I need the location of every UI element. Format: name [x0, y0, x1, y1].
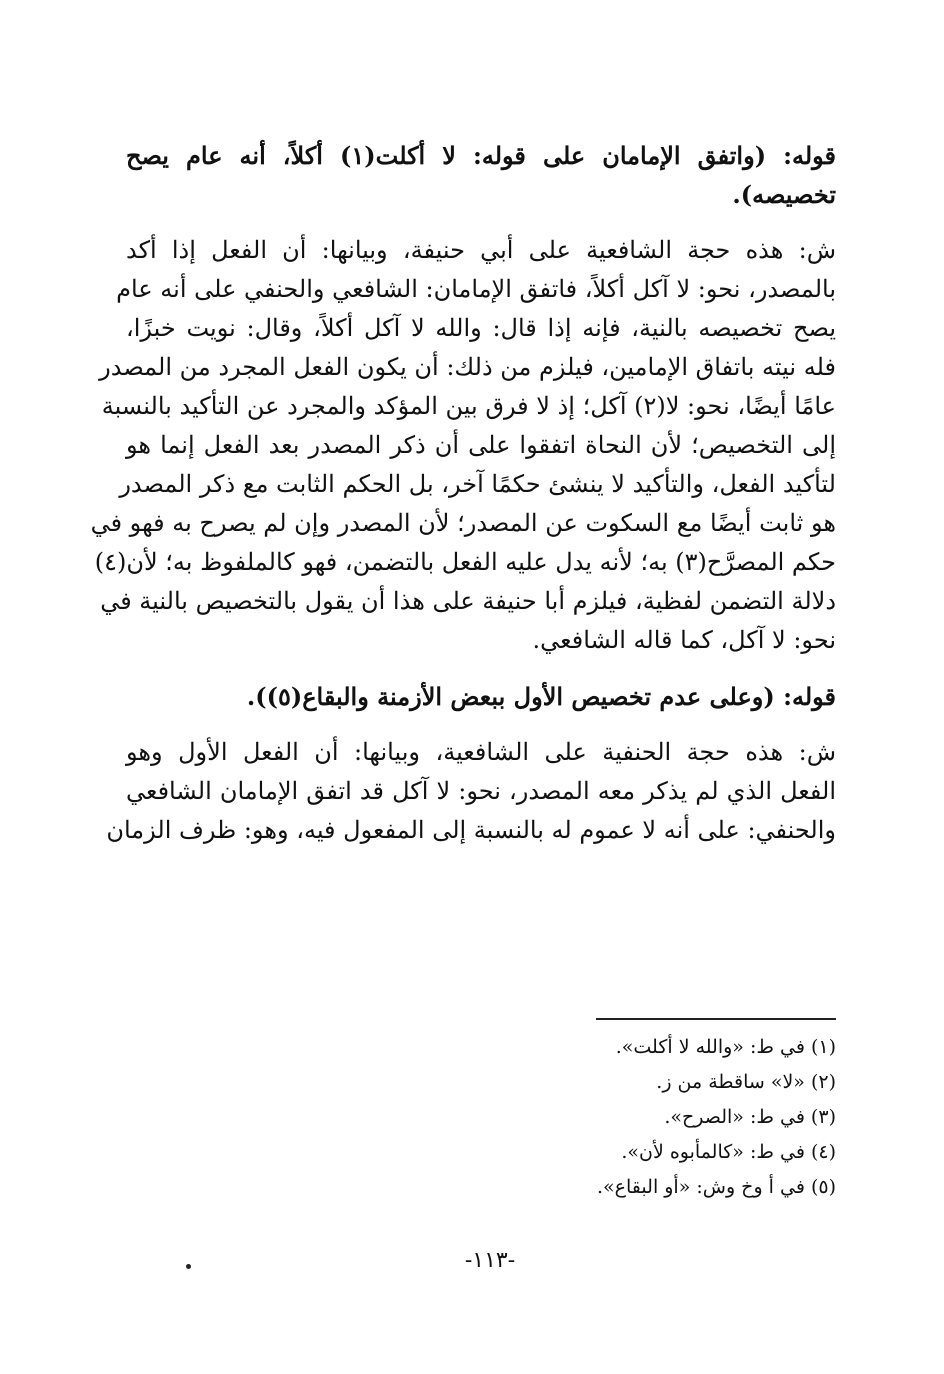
text-line: والحنفي: على أنه لا عموم له بالنسبة إلى المفعول فيه، وهو: ظرف الزمان: [106, 816, 836, 844]
text-line: عامًا أيضًا، نحو: لا(٢) آكل؛ إذ لا فرق بين المؤكد والمجرد عن التأكيد بالنسبة: [101, 392, 836, 420]
page-number: -١١٣-: [464, 1248, 516, 1273]
qawl-block-1: [126, 136, 836, 214]
main-text: [90, 136, 836, 867]
footnote-item: (٥) في أ وخ وش: «أو البقاع».: [597, 1176, 836, 1198]
text-line: ش: هذه حجة الشافعية على أبي حنيفة، وبيانها: أن الفعل إذا أكد: [126, 236, 836, 264]
footnote-item: (٣) في ط: «الصرح».: [664, 1106, 836, 1128]
qawl-block-2: [126, 677, 836, 716]
text-line: دلالة التضمن لفظية، فيلزم أبا حنيفة على هذا أن يقول بالتخصيص بالنية في: [100, 587, 836, 615]
footnote-item: (٤) في ط: «كالمأبوه لأن».: [621, 1141, 836, 1163]
text-line: الفعل الذي لم يذكر معه المصدر، نحو: لا آكل قد اتفق الإمامان الشافعي: [126, 777, 836, 805]
text-line: يصح تخصيصه بالنية، فإنه إذا قال: والله لا آكل أكلاً، وقال: نويت خبزًا،: [126, 314, 836, 342]
text-line: قوله: (واتفق الإمامان على قوله: لا أكلت(١) أكلاً، أنه عام يصح: [126, 141, 836, 170]
text-line: نحو: لا آكل، كما قاله الشافعي.: [532, 626, 836, 654]
footnote-item: (١) في ط: «والله لا أكلت».: [615, 1036, 836, 1058]
stray-dot-mark: [186, 1264, 191, 1269]
footnotes: [416, 1030, 836, 1205]
text-line: ش: هذه حجة الحنفية على الشافعية، وبيانها: أن الفعل الأول وهو: [126, 738, 836, 766]
text-line: لتأكيد الفعل، والتأكيد لا ينشئ حكمًا آخر، بل الحكم الثابت مع ذكر المصدر: [119, 470, 836, 498]
sharh-block-1: [90, 231, 836, 660]
text-line: تخصيصه).: [732, 180, 836, 209]
text-line: هو ثابت أيضًا مع السكوت عن المصدر؛ لأن المصدر وإن لم يصرح به فهو في: [90, 509, 836, 537]
text-line: إلى التخصيص؛ لأن النحاة اتفقوا على أن ذكر المصدر بعد الفعل إنما هو: [126, 431, 836, 459]
text-line: بالمصدر، نحو: لا آكل أكلاً، فاتفق الإمامان: الشافعي والحنفي على أنه عام: [116, 275, 836, 303]
text-line: قوله: (وعلى عدم تخصيص الأول ببعض الأزمنة والبقاع(٥)).: [246, 682, 836, 711]
footnote-separator: [596, 1018, 836, 1020]
footnote-item: (٢) «لا» ساقطة من ز.: [656, 1071, 836, 1093]
text-line: فله نيته باتفاق الإمامين، فيلزم من ذلك: أن يكون الفعل المجرد من المصدر: [99, 353, 836, 381]
sharh-block-2: [106, 733, 836, 850]
text-line: حكم المصرَّح(٣) به؛ لأنه يدل عليه الفعل بالتضمن، فهو كالملفوظ به؛ لأن(٤): [94, 548, 836, 576]
